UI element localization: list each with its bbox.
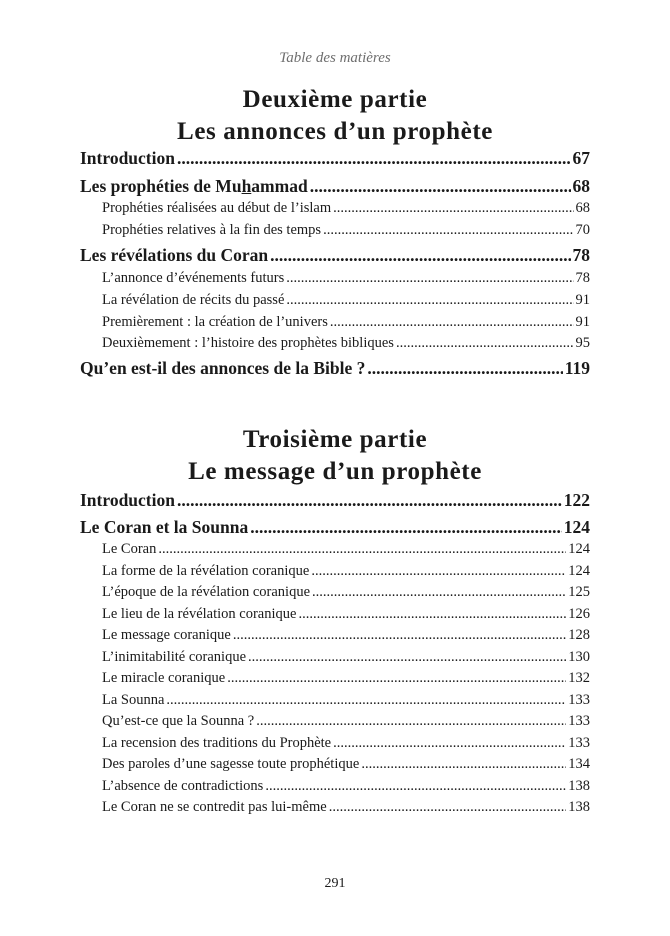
toc-entry-label: La forme de la révélation coranique bbox=[102, 563, 310, 579]
dot-leader bbox=[286, 292, 573, 309]
toc-entry-page: 78 bbox=[572, 245, 590, 265]
dot-leader bbox=[361, 756, 566, 773]
dot-leader bbox=[177, 490, 562, 511]
dot-leader bbox=[250, 517, 562, 538]
toc-entry-label: L’époque de la révélation coranique bbox=[102, 584, 311, 600]
dot-leader bbox=[329, 799, 567, 816]
toc-entry-page: 128 bbox=[568, 627, 590, 643]
dot-leader bbox=[310, 176, 571, 197]
dot-leader bbox=[270, 245, 570, 266]
toc-entry-label: L’inimitabilité coranique bbox=[102, 649, 247, 665]
toc-entry[interactable] bbox=[80, 517, 590, 539]
toc-subentry[interactable] bbox=[80, 627, 590, 647]
part3-title-line1: Troisième partie bbox=[242, 426, 428, 453]
toc-entry-label: Qu’est-ce que la Sounna ? bbox=[102, 713, 255, 729]
toc-entry-page: 124 bbox=[568, 563, 590, 579]
toc-entry[interactable] bbox=[80, 245, 590, 267]
toc-entry-label: Les révélations du Coran bbox=[80, 245, 269, 265]
toc-entry-label: Qu’en est-il des annonces de la Bible ? bbox=[80, 358, 366, 378]
toc-entry[interactable] bbox=[80, 176, 590, 198]
dot-leader bbox=[166, 692, 566, 709]
dot-leader bbox=[227, 670, 566, 687]
dot-leader bbox=[177, 148, 571, 169]
dot-leader bbox=[333, 200, 573, 217]
toc-subentry[interactable] bbox=[80, 314, 590, 334]
dot-leader bbox=[298, 606, 566, 623]
toc-entry-label: Le miracle coranique bbox=[102, 670, 226, 686]
toc-subentry[interactable] bbox=[80, 756, 590, 776]
toc-entry-page: 124 bbox=[563, 517, 590, 537]
toc-entry-label: La Sounna bbox=[102, 692, 165, 708]
toc-entry[interactable] bbox=[80, 148, 590, 170]
toc-entry-page: 126 bbox=[568, 606, 590, 622]
toc-subentry[interactable] bbox=[80, 692, 590, 712]
page-number: 291 bbox=[324, 876, 346, 891]
toc-subentry[interactable] bbox=[80, 200, 590, 220]
toc-subentry[interactable] bbox=[80, 292, 590, 312]
toc-subentry[interactable] bbox=[80, 222, 590, 242]
toc-entry-label: Le message coranique bbox=[102, 627, 231, 643]
toc-entry[interactable] bbox=[80, 490, 590, 512]
toc-subentry[interactable] bbox=[80, 713, 590, 733]
toc-entry-page: 132 bbox=[568, 670, 590, 686]
dot-leader bbox=[333, 735, 566, 752]
toc-entry-page: 91 bbox=[575, 314, 590, 330]
toc-entry-label: Introduction bbox=[80, 490, 175, 510]
toc-subentry[interactable] bbox=[80, 649, 590, 669]
toc-subentry[interactable] bbox=[80, 778, 590, 798]
toc-entry-page: 138 bbox=[568, 799, 590, 815]
toc-entry-label: Le lieu de la révélation coranique bbox=[102, 606, 297, 622]
toc-entry-page: 133 bbox=[568, 735, 590, 751]
toc-entry[interactable] bbox=[80, 358, 590, 380]
toc-entry-label: Des paroles d’une sagesse toute prophétique bbox=[102, 756, 360, 772]
dot-leader bbox=[256, 713, 566, 730]
toc-subentry[interactable] bbox=[80, 270, 590, 290]
dot-leader bbox=[330, 314, 574, 331]
toc-subentry[interactable] bbox=[80, 735, 590, 755]
toc-entry-label: Deuxièmement : l’histoire des prophètes bibliques bbox=[102, 335, 394, 351]
toc-subentry[interactable] bbox=[80, 799, 590, 819]
toc-entry-label: L’absence de contradictions bbox=[102, 778, 264, 794]
toc-entry-label: Le Coran ne se contredit pas lui-même bbox=[102, 799, 327, 815]
toc-entry-label: Premièrement : la création de l’univers bbox=[102, 314, 328, 330]
toc-entry-page: 95 bbox=[575, 335, 590, 351]
toc-entry-label: L’annonce d’événements futurs bbox=[102, 270, 285, 286]
toc-subentry[interactable] bbox=[80, 670, 590, 690]
toc-entry-page: 70 bbox=[575, 222, 590, 238]
toc-entry-page: 133 bbox=[568, 692, 590, 708]
running-head: Table des matières bbox=[279, 50, 391, 66]
toc-entry-page: 68 bbox=[575, 200, 590, 216]
toc-subentry[interactable] bbox=[80, 584, 590, 604]
dot-leader bbox=[396, 335, 574, 352]
toc-subentry[interactable] bbox=[80, 563, 590, 583]
toc-entry-page: 130 bbox=[568, 649, 590, 665]
dot-leader bbox=[286, 270, 573, 287]
toc-entry-label: Prophéties réalisées au début de l’islam bbox=[102, 200, 332, 216]
toc-entry-label: Le Coran bbox=[102, 541, 157, 557]
toc-entry-label: Le Coran et la Sounna bbox=[80, 517, 249, 537]
part3-title-line2: Le message d’un prophète bbox=[188, 458, 482, 485]
toc-entry-page: 138 bbox=[568, 778, 590, 794]
toc-entry-label: La recension des traditions du Prophète bbox=[102, 735, 332, 751]
toc-entry-page: 68 bbox=[572, 176, 590, 196]
toc-subentry[interactable] bbox=[80, 335, 590, 355]
toc-entry-page: 119 bbox=[564, 358, 590, 378]
toc-entry-label: Introduction bbox=[80, 148, 175, 168]
toc-entry-page: 133 bbox=[568, 713, 590, 729]
toc-entry-page: 122 bbox=[563, 490, 590, 510]
dot-leader bbox=[367, 358, 562, 379]
dot-leader bbox=[248, 649, 566, 666]
toc-entry-label: Prophéties relatives à la fin des temps bbox=[102, 222, 322, 238]
dot-leader bbox=[312, 584, 566, 601]
toc-subentry[interactable] bbox=[80, 541, 590, 561]
dot-leader bbox=[158, 541, 566, 558]
toc-entry-page: 91 bbox=[575, 292, 590, 308]
dot-leader bbox=[323, 222, 573, 239]
toc-entry-page: 134 bbox=[568, 756, 590, 772]
toc-entry-page: 124 bbox=[568, 541, 590, 557]
toc-entry-label: La révélation de récits du passé bbox=[102, 292, 285, 308]
toc-entry-page: 78 bbox=[575, 270, 590, 286]
toc-entry-page: 67 bbox=[572, 148, 590, 168]
dot-leader bbox=[233, 627, 566, 644]
toc-entry-page: 125 bbox=[568, 584, 590, 600]
toc-entry-label: Les prophéties de Muhammad bbox=[80, 176, 308, 196]
dot-leader bbox=[265, 778, 566, 795]
part2-title-line1: Deuxième partie bbox=[242, 86, 428, 113]
dot-leader bbox=[311, 563, 566, 580]
toc-subentry[interactable] bbox=[80, 606, 590, 626]
part2-title-line2: Les annonces d’un prophète bbox=[177, 118, 493, 145]
